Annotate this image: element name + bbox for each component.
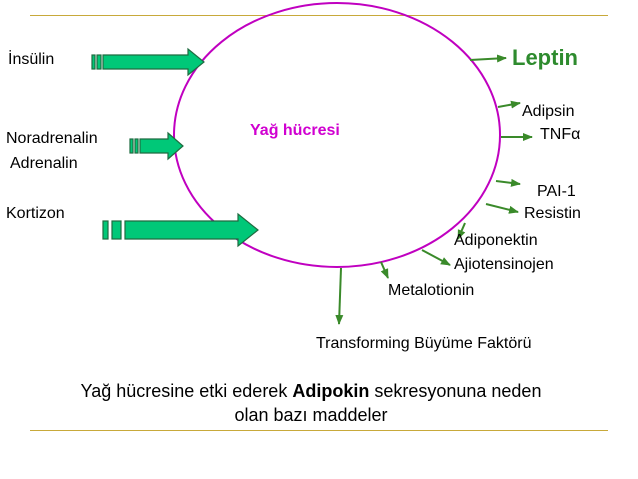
kortizon-arrow-icon bbox=[103, 214, 258, 246]
leptin-arrow-icon bbox=[470, 58, 506, 60]
bottom-rule bbox=[30, 430, 608, 431]
tgf-arrow-icon bbox=[339, 268, 341, 324]
input-insulin: İnsülin bbox=[8, 51, 55, 68]
caption-pre: Yağ hücresine etki ederek bbox=[80, 381, 293, 401]
insulin-arrow-icon bbox=[92, 49, 204, 75]
pai1-arrow-icon bbox=[496, 181, 520, 184]
caption-line-1 bbox=[0, 380, 622, 402]
input-noradrenalin: Noradrenalin bbox=[6, 130, 98, 147]
output-tnf: TNFα bbox=[540, 126, 581, 143]
output-adiponektin: Adiponektin bbox=[454, 232, 538, 249]
input-kortizon: Kortizon bbox=[6, 205, 65, 222]
input-adrenalin: Adrenalin bbox=[10, 155, 78, 172]
output-pai1: PAI-1 bbox=[537, 183, 576, 200]
metalotionin-arrow-icon bbox=[381, 262, 388, 278]
output-adipsin: Adipsin bbox=[522, 103, 575, 120]
caption-bold: Adipokin bbox=[292, 381, 370, 401]
cell-label: Yağ hücresi bbox=[250, 122, 340, 139]
output-resistin: Resistin bbox=[524, 205, 581, 222]
ajiotensinojen-arrow-icon bbox=[422, 250, 450, 265]
adipsin-arrow-icon bbox=[498, 103, 520, 107]
output-ajiotensinojen: Ajiotensinojen bbox=[454, 256, 554, 273]
output-leptin: Leptin bbox=[512, 45, 578, 70]
output-metalotionin: Metalotionin bbox=[388, 282, 475, 299]
resistin-arrow-icon bbox=[486, 204, 518, 212]
output-tgf: Transforming Büyüme Faktörü bbox=[316, 335, 532, 352]
caption-line-2: olan bazı maddeler bbox=[234, 405, 388, 425]
caption-post: sekresyonuna neden bbox=[369, 381, 542, 401]
